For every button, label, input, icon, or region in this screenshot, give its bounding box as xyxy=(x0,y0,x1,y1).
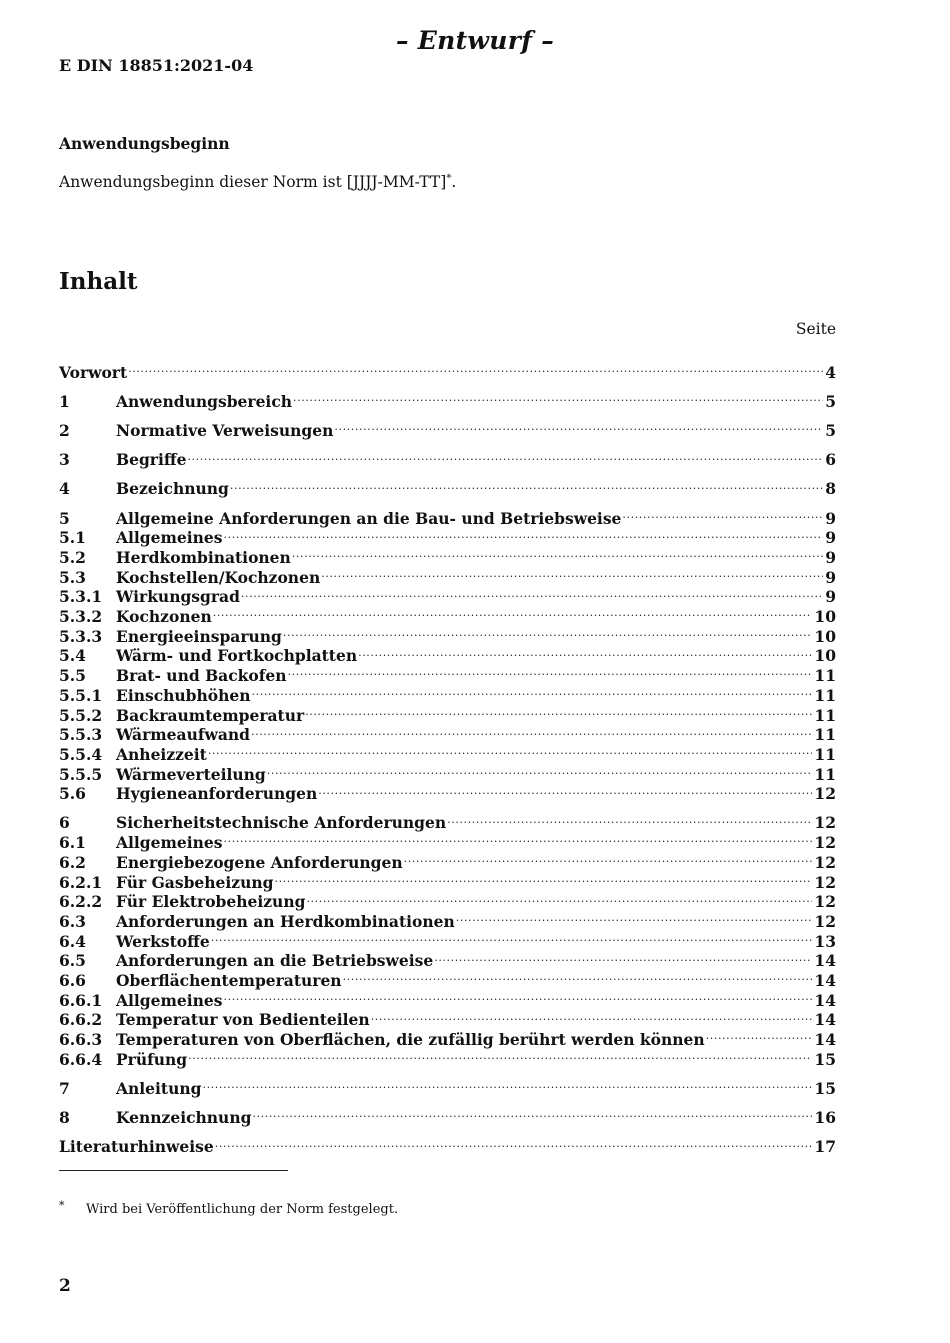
toc-entry-title: Kennzeichnung xyxy=(116,1108,252,1128)
toc-entry-title: Wärmeaufwand xyxy=(116,725,251,745)
toc-dot-leader xyxy=(317,780,812,800)
toc-dot-leader xyxy=(212,602,813,622)
toc-entry-title: Energieeinsparung xyxy=(116,626,282,646)
toc-entry-page: 5 xyxy=(825,391,836,411)
toc-entry-page: 15 xyxy=(814,1049,836,1069)
toc-entry-title: Sicherheitstechnische Anforderungen xyxy=(116,813,447,833)
toc-entry-title: Allgemeines xyxy=(116,833,223,853)
table-of-contents xyxy=(59,358,836,1157)
toc-entry-title: Bezeichnung xyxy=(116,479,229,499)
toc-entry-number: 6.1 xyxy=(59,833,86,853)
toc-entry-title: Werkstoffe xyxy=(116,931,210,951)
toc-dot-leader xyxy=(446,809,812,829)
toc-dot-leader xyxy=(251,1103,812,1123)
contents-title: Inhalt xyxy=(59,268,138,295)
toc-entry-page: 12 xyxy=(814,872,836,892)
toc-entry-title: Anforderungen an Herdkombinationen xyxy=(116,911,455,931)
toc-entry-title: Einschubhöhen xyxy=(116,685,251,705)
toc-entry-number: 5 xyxy=(59,508,70,528)
toc-entry-number: 6.6.1 xyxy=(59,990,103,1010)
toc-entry-page: 11 xyxy=(814,764,836,784)
toc-entry-number: 5.5.1 xyxy=(59,685,103,705)
toc-entry-page: 17 xyxy=(814,1137,836,1157)
toc-entry-number: 5.6 xyxy=(59,784,86,804)
toc-entry-page: 14 xyxy=(814,951,836,971)
toc-entry-title: Anleitung xyxy=(116,1078,202,1098)
toc-dot-leader xyxy=(223,524,824,544)
toc-entry[interactable] xyxy=(59,387,836,411)
toc-dot-leader xyxy=(621,504,823,524)
footnote-mark: * xyxy=(59,1199,65,1212)
toc-entry-number: 6.2.2 xyxy=(59,892,103,912)
document-id: E DIN 18851:2021-04 xyxy=(59,56,254,75)
toc-entry-page: 12 xyxy=(814,813,836,833)
toc-entry-title: Herdkombinationen xyxy=(116,548,291,567)
toc-entry-page: 4 xyxy=(825,362,836,382)
toc-entry-number: 3 xyxy=(59,450,70,470)
toc-dot-leader xyxy=(186,446,823,466)
toc-entry[interactable] xyxy=(59,446,836,470)
toc-dot-leader xyxy=(292,387,823,407)
footnote-reference[interactable]: * xyxy=(446,173,452,184)
toc-entry-page: 6 xyxy=(825,450,836,470)
toc-entry-number: 5.2 xyxy=(59,548,86,567)
toc-dot-leader xyxy=(705,1025,813,1045)
toc-entry-page: 9 xyxy=(825,567,836,587)
toc-entry-title: Vorwort xyxy=(59,362,128,382)
toc-entry-number: 6.6.4 xyxy=(59,1049,103,1069)
toc-entry-number: 6.6 xyxy=(59,970,86,990)
toc-entry-title: Allgemeines xyxy=(116,990,223,1010)
toc-dot-leader xyxy=(240,583,823,603)
toc-entry-page: 15 xyxy=(814,1078,836,1098)
toc-entry-page: 11 xyxy=(814,744,836,764)
toc-entry-page: 12 xyxy=(814,833,836,853)
toc-entry-number: 6.4 xyxy=(59,931,86,951)
toc-entry[interactable] xyxy=(59,475,836,499)
toc-entry-title: Prüfung xyxy=(116,1049,188,1069)
toc-entry-number: 6.2 xyxy=(59,852,86,872)
toc-entry-page: 14 xyxy=(814,1030,836,1049)
toc-entry-number: 5.3.1 xyxy=(59,587,103,607)
toc-entry-title: Energiebezogene Anforderungen xyxy=(116,852,403,872)
toc-entry-page: 9 xyxy=(825,528,836,548)
toc-entry-page: 14 xyxy=(814,990,836,1010)
toc-entry-page: 12 xyxy=(814,911,836,931)
toc-entry-page: 5 xyxy=(825,421,836,441)
footnote-text: Wird bei Veröffentlichung der Norm festgelegt. xyxy=(86,1202,399,1217)
toc-entry-title: Temperaturen von Oberflächen, die zufällig berührt werden können xyxy=(116,1030,705,1049)
toc-entry-number: 5.5 xyxy=(59,666,86,686)
application-start-sentence: Anwendungsbeginn dieser Norm ist [JJJJ-MM-TT] xyxy=(59,173,447,191)
toc-entry-page: 11 xyxy=(814,725,836,745)
toc-dot-leader xyxy=(223,986,813,1006)
toc-dot-leader xyxy=(210,927,813,947)
toc-entry-title: Kochstellen/Kochzonen xyxy=(116,567,321,587)
toc-entry-page: 14 xyxy=(814,1010,836,1030)
toc-entry-title: Begriffe xyxy=(116,450,187,470)
toc-entry-page: 10 xyxy=(814,626,836,646)
toc-entry-title: Normative Verweisungen xyxy=(116,421,334,441)
toc-entry-number: 6.6.3 xyxy=(59,1030,103,1049)
toc-dot-leader xyxy=(273,868,812,888)
toc-entry-page: 9 xyxy=(825,548,836,567)
toc-entry-page: 9 xyxy=(825,587,836,607)
page-column-header: Seite xyxy=(795,320,836,338)
toc-dot-leader xyxy=(304,701,812,721)
page-number: 2 xyxy=(59,1276,71,1296)
toc-entry-number: 5.5.4 xyxy=(59,744,103,764)
toc-entry-title: Anwendungsbereich xyxy=(116,391,293,411)
toc-entry-page: 13 xyxy=(814,931,836,951)
toc-entry-page: 10 xyxy=(814,607,836,627)
toc-dot-leader xyxy=(282,622,813,642)
toc-dot-leader xyxy=(266,760,813,780)
toc-entry-number: 7 xyxy=(59,1078,70,1098)
toc-entry-page: 12 xyxy=(814,852,836,872)
toc-dot-leader xyxy=(229,475,823,495)
toc-entry-title: Brat- und Backofen xyxy=(116,666,287,686)
toc-entry-page: 11 xyxy=(814,705,836,725)
toc-entry-title: Allgemeine Anforderungen an die Bau- und Betriebsweise xyxy=(116,508,622,528)
toc-entry-number: 5.3 xyxy=(59,567,86,587)
toc-entry-page: 8 xyxy=(825,479,836,499)
toc-dot-leader xyxy=(287,661,813,681)
toc-entry-number: 5.4 xyxy=(59,646,86,666)
toc-entry-title: Wärm- und Fortkochplatten xyxy=(116,646,358,666)
toc-entry-page: 10 xyxy=(814,646,836,666)
toc-entry-title: Hygieneanforderungen xyxy=(116,784,318,804)
toc-dot-leader xyxy=(187,1045,812,1065)
toc-entry-page: 12 xyxy=(814,892,836,912)
toc-entry-title: Anforderungen an die Betriebsweise xyxy=(116,951,434,971)
toc-entry-title: Für Gasbeheizung xyxy=(116,872,274,892)
toc-dot-leader xyxy=(127,358,823,378)
toc-entry[interactable] xyxy=(59,809,836,833)
toc-entry-number: 5.5.2 xyxy=(59,705,103,725)
toc-entry-number: 5.5.3 xyxy=(59,725,103,745)
draft-watermark: – Entwurf – xyxy=(395,26,555,55)
toc-entry-title: Literaturhinweise xyxy=(59,1137,214,1157)
toc-dot-leader xyxy=(201,1074,812,1094)
toc-entry-page: 14 xyxy=(814,970,836,990)
toc-dot-leader xyxy=(370,1006,813,1026)
toc-entry-number: 6.3 xyxy=(59,911,86,931)
toc-entry-title: Wärmeverteilung xyxy=(116,764,266,784)
toc-entry-number: 5.1 xyxy=(59,528,86,548)
toc-entry-title: Temperatur von Bedienteilen xyxy=(116,1010,370,1030)
toc-entry-page: 11 xyxy=(814,666,836,686)
toc-dot-leader xyxy=(342,966,813,986)
toc-entry-number: 2 xyxy=(59,421,70,441)
toc-entry-title: Kochzonen xyxy=(116,607,212,627)
toc-entry-number: 6.5 xyxy=(59,951,86,971)
toc-entry[interactable] xyxy=(59,1103,836,1128)
toc-dot-leader xyxy=(223,828,813,848)
toc-entry[interactable] xyxy=(59,1133,836,1157)
toc-entry-number: 5.3.3 xyxy=(59,626,103,646)
toc-entry[interactable] xyxy=(59,358,836,382)
toc-entry-number: 6.2.1 xyxy=(59,872,103,892)
toc-dot-leader xyxy=(357,642,812,662)
toc-entry-title: Allgemeines xyxy=(116,528,223,548)
toc-entry-title: Wirkungsgrad xyxy=(116,587,240,607)
toc-entry-number: 4 xyxy=(59,479,70,499)
toc-dot-leader xyxy=(305,888,812,908)
toc-entry-page: 16 xyxy=(814,1108,836,1128)
toc-dot-leader xyxy=(455,907,813,927)
toc-dot-leader xyxy=(214,1133,813,1153)
footnote-separator xyxy=(59,1170,288,1171)
toc-dot-leader xyxy=(207,740,813,760)
toc-entry-title: Oberflächentemperaturen xyxy=(116,970,342,990)
application-start-heading: Anwendungsbeginn xyxy=(59,134,230,153)
toc-entry-page: 9 xyxy=(825,508,836,528)
toc-entry[interactable] xyxy=(59,1074,836,1098)
toc-dot-leader xyxy=(320,563,823,583)
application-start-text xyxy=(59,173,456,191)
toc-entry-title: Für Elektrobeheizung xyxy=(116,892,306,912)
toc-dot-leader xyxy=(250,721,812,741)
toc-dot-leader xyxy=(403,848,813,868)
toc-entry[interactable] xyxy=(59,416,836,441)
toc-entry-page: 12 xyxy=(814,784,836,804)
toc-entry-number: 6 xyxy=(59,813,70,833)
toc-dot-leader xyxy=(433,947,812,967)
toc-entry-number: 5.5.5 xyxy=(59,764,103,784)
toc-entry[interactable] xyxy=(59,504,836,528)
toc-entry-title: Anheizzeit xyxy=(116,744,207,764)
toc-dot-leader xyxy=(333,416,823,436)
toc-dot-leader xyxy=(251,681,813,701)
toc-entry-number: 6.6.2 xyxy=(59,1010,103,1030)
toc-entry-page: 11 xyxy=(814,685,836,705)
toc-entry-number: 5.3.2 xyxy=(59,607,103,627)
toc-entry-number: 8 xyxy=(59,1108,70,1128)
sentence-end: . xyxy=(451,173,457,191)
toc-entry-title: Backraumtemperatur xyxy=(116,705,305,725)
toc-entry-number: 1 xyxy=(59,391,70,411)
toc-dot-leader xyxy=(291,543,823,563)
